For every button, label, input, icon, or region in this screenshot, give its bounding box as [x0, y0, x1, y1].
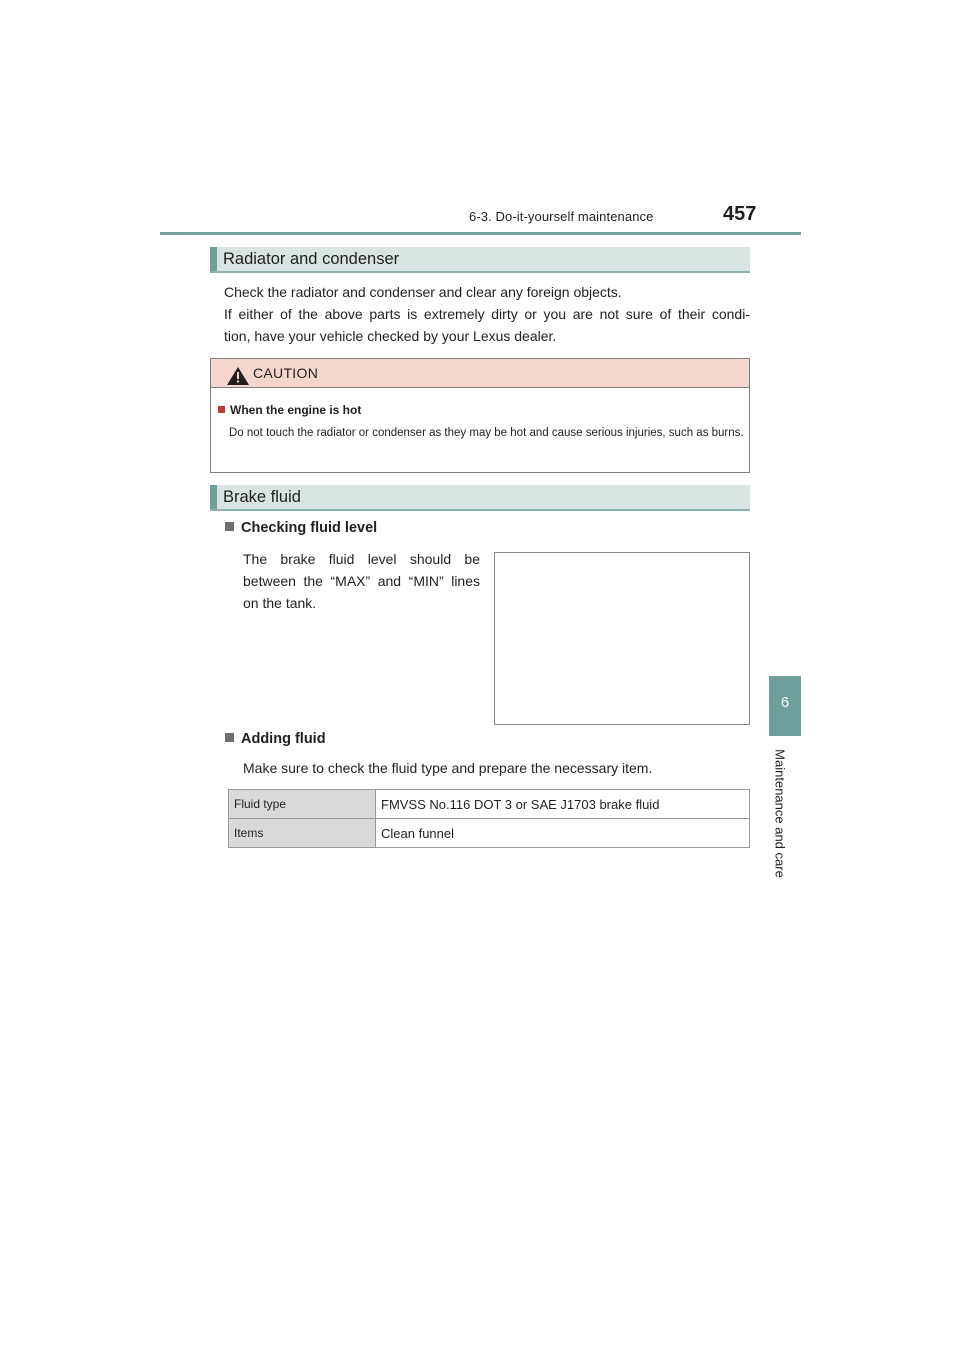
- section-bar-radiator: [210, 247, 750, 273]
- chapter-tab-number: 6: [780, 694, 790, 711]
- section-title-brake-fluid: Brake fluid: [223, 488, 301, 506]
- radiator-para2-line2: tion, have your vehicle checked by your Lexus dealer.: [224, 328, 557, 344]
- subheading-checking-text: Checking fluid level: [241, 520, 378, 536]
- table-key-cell: Items: [229, 819, 376, 848]
- chapter-tab-label: Maintenance and care: [772, 749, 788, 878]
- caution-subtitle-text: When the engine is hot: [230, 403, 362, 417]
- radiator-paragraph: [224, 281, 750, 347]
- fluid-spec-table: [228, 789, 750, 848]
- square-bullet-icon: [225, 522, 234, 531]
- section-bar-brake-fluid: [210, 485, 750, 511]
- checking-line3: on the tank.: [243, 595, 317, 611]
- running-header-section: 6-3. Do-it-yourself maintenance: [469, 209, 654, 224]
- caution-header: [211, 359, 749, 388]
- subheading-adding: [225, 731, 326, 747]
- table-row: [229, 819, 750, 848]
- checking-line1: The brake fluid level should be: [243, 551, 480, 567]
- section-title-radiator: Radiator and condenser: [223, 250, 400, 268]
- table-row: [229, 790, 750, 819]
- checking-paragraph: [243, 548, 480, 614]
- header-rule: [160, 232, 801, 235]
- radiator-para2-line1: If either of the above parts is extremely dirty or you are not sure of their condi-: [224, 306, 750, 322]
- checking-line2: between the “MAX” and “MIN” lines: [243, 573, 480, 589]
- table-key-cell: Fluid type: [229, 790, 376, 819]
- adding-paragraph: Make sure to check the fluid type and prepare the necessary item.: [243, 760, 653, 776]
- red-square-bullet-icon: [218, 406, 225, 413]
- caution-box: [210, 358, 750, 473]
- caution-label: CAUTION: [253, 365, 319, 381]
- subheading-checking: [225, 520, 377, 536]
- table-value-cell: FMVSS No.116 DOT 3 or SAE J1703 brake fluid: [376, 790, 750, 819]
- radiator-para1: Check the radiator and condenser and clear any foreign objects.: [224, 284, 622, 300]
- caution-text: Do not touch the radiator or condenser as they may be hot and cause serious injuries, such as burns.: [229, 427, 744, 439]
- square-bullet-icon: [225, 733, 234, 742]
- warning-triangle-icon: [227, 367, 249, 385]
- table-value-cell: Clean funnel: [376, 819, 750, 848]
- caution-subtitle: [218, 403, 361, 417]
- subheading-adding-text: Adding fluid: [241, 731, 326, 747]
- page-number: 457: [723, 203, 757, 225]
- brake-fluid-tank-illustration: [494, 552, 750, 725]
